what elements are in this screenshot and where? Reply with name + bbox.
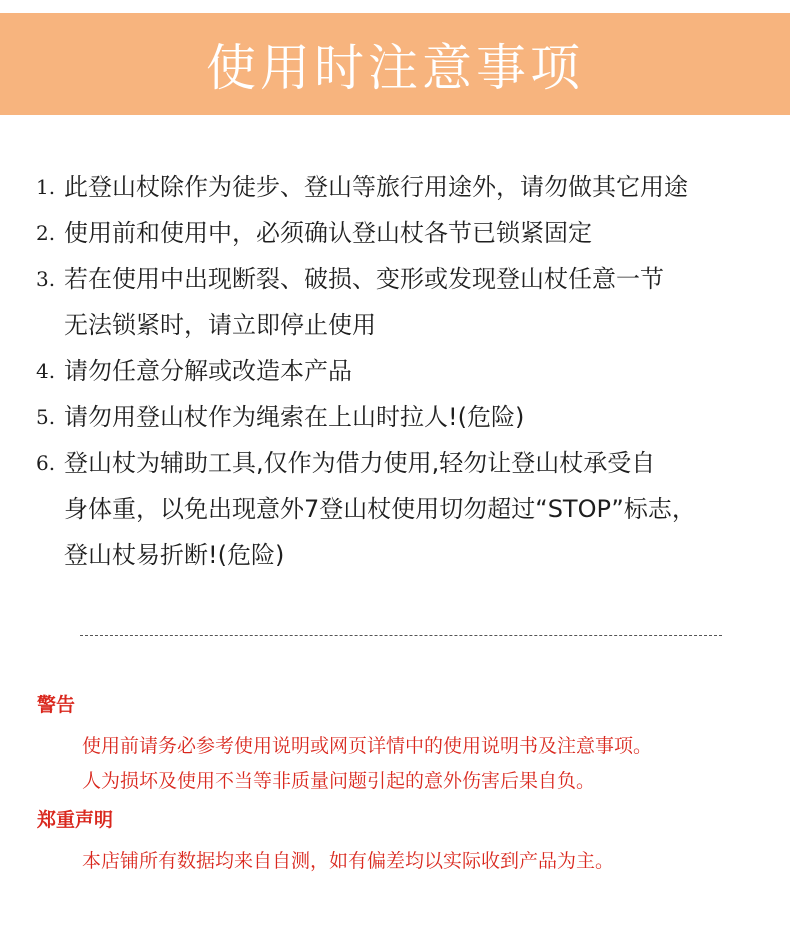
note-number: 5.: [36, 405, 56, 429]
note-number: [36, 532, 64, 578]
note-number: 3.: [36, 267, 56, 291]
note-item: [36, 164, 776, 210]
note-item: [36, 302, 776, 348]
page-title: 使用时注意事项: [206, 39, 584, 97]
warning-line: 使用前请务必参考使用说明或网页详情中的使用说明书及注意事项。: [82, 735, 653, 757]
note-number: 6.: [36, 451, 56, 475]
note-text: 登山杖易折断!(危险): [64, 541, 285, 569]
note-text: 此登山杖除作为徒步、登山等旅行用途外，请勿做其它用途: [64, 173, 688, 201]
note-number: 2.: [36, 221, 56, 245]
note-text: 使用前和使用中，必须确认登山杖各节已锁紧固定: [64, 219, 592, 247]
note-item: [36, 394, 776, 440]
note-item: [36, 486, 776, 532]
notes-list: [36, 164, 776, 578]
title-banner: [0, 13, 790, 115]
note-item: [36, 210, 776, 256]
note-text: 身体重，以免出现意外7登山杖使用切勿超过“STOP”标志，: [64, 495, 696, 523]
note-item: [36, 532, 776, 578]
note-text: 请勿用登山杖作为绳索在上山时拉人!(危险): [64, 403, 525, 431]
dashed-divider: [80, 635, 722, 636]
disclaimer-line: 本店铺所有数据均来自自测，如有偏差均以实际收到产品为主。: [82, 850, 615, 872]
warning-line: 人为损坏及使用不当等非质量问题引起的意外伤害后果自负。: [82, 770, 596, 792]
note-text: 请勿任意分解或改造本产品: [64, 357, 352, 385]
note-number: [36, 302, 64, 348]
note-number: [36, 486, 64, 532]
note-number: 4.: [36, 359, 56, 383]
note-item: [36, 348, 776, 394]
note-text: 若在使用中出现断裂、破损、变形或发现登山杖任意一节: [64, 265, 664, 293]
note-item: [36, 440, 776, 486]
note-number: 1.: [36, 175, 56, 199]
warning-title: 警告: [37, 694, 76, 716]
note-text: 登山杖为辅助工具,仅作为借力使用,轻勿让登山杖承受自: [64, 449, 656, 477]
note-text: 无法锁紧时，请立即停止使用: [64, 311, 376, 339]
note-item: [36, 256, 776, 302]
disclaimer-title: 郑重声明: [37, 809, 114, 831]
